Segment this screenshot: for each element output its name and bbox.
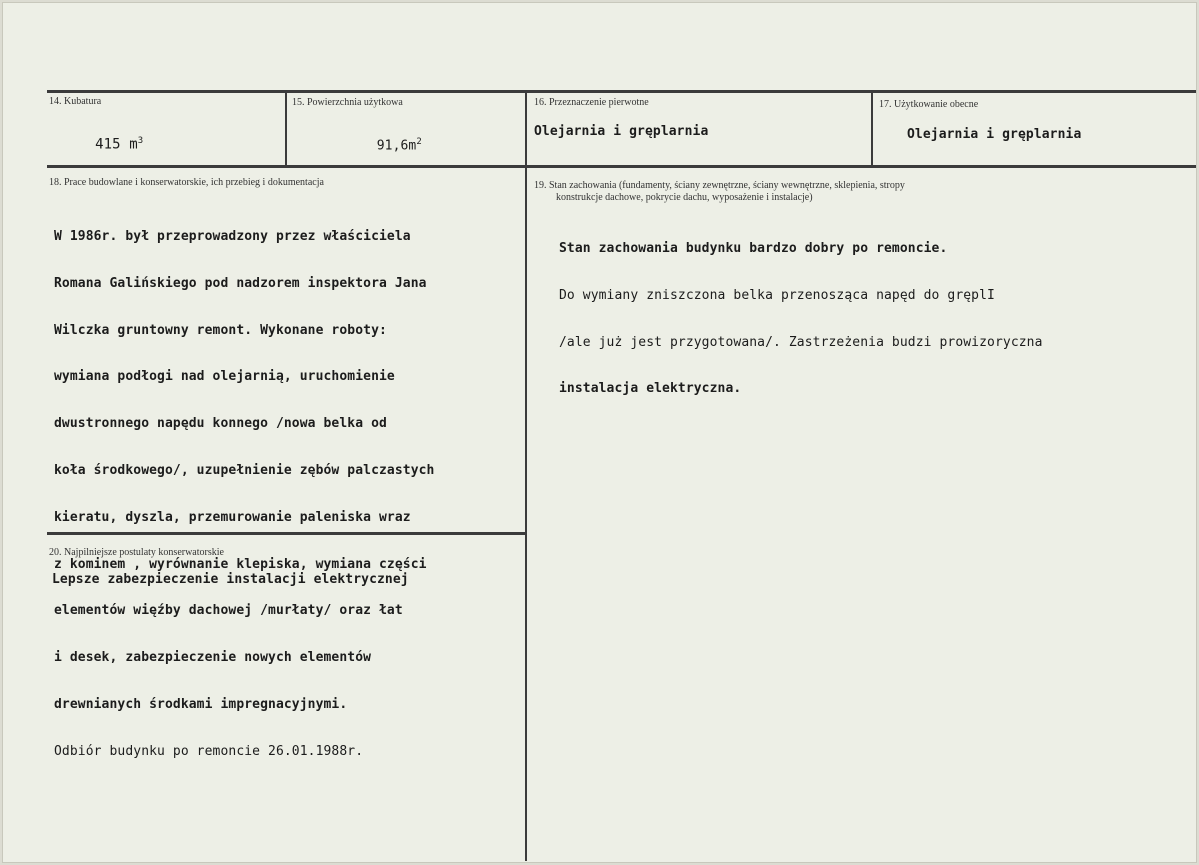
prace-line: Wilczka gruntowny remont. Wykonane roboty: (54, 322, 387, 338)
kubatura-value (61, 120, 143, 169)
stan-line: /ale już jest przygotowana/. Zastrzeżenia budzi prowizoryczna (559, 334, 1043, 350)
postulaty-value: Lepsze zabezpieczenie instalacji elektrycznej (52, 572, 409, 587)
record-card (2, 2, 1197, 863)
divider-15-16 (525, 91, 527, 861)
powierzchnia-number: 91,6m (376, 138, 417, 154)
powierzchnia-label: 15. Powierzchnia użytkowa (292, 97, 403, 108)
prace-line: Odbiór budynku po remoncie 26.01.1988r. (54, 743, 364, 759)
stan-line: Do wymiany zniszczona belka przenosząca napęd do gręplI (559, 287, 995, 303)
stan-line: instalacja elektryczna. (559, 381, 742, 397)
prace-text (54, 199, 434, 791)
kubatura-label: 14. Kubatura (49, 96, 102, 107)
prace-line: z kominem , wyrównanie klepiska, wymiana części (54, 556, 427, 572)
prace-line: elementów więźby dachowej /murłaty/ oraz łat (54, 603, 403, 619)
stan-text (559, 211, 1043, 428)
prace-line: koła środkowego/, uzupełnienie zębów palczastych (54, 462, 435, 478)
stan-line: Stan zachowania budynku bardzo dobry po remoncie. (559, 241, 948, 256)
stan-label-line1: 19. Stan zachowania (fundamenty, ściany zewnętrzne, ściany wewnętrzne, sklepienia, stropy (534, 180, 905, 191)
middle-rule (47, 165, 1197, 168)
kubatura-exponent: 3 (137, 136, 144, 146)
postulaty-label: 20. Najpilniejsze postulaty konserwatorskie (49, 547, 224, 558)
uzytkowanie-label: 17. Użytkowanie obecne (879, 99, 979, 110)
prace-line: drewnianych środkami impregnacyjnymi. (54, 696, 348, 712)
kubatura-number: 415 m (95, 136, 138, 153)
prace-line: i desek, zabezpieczenie nowych elementów (54, 650, 372, 666)
powierzchnia-exponent: 2 (416, 137, 422, 147)
prace-label: 18. Prace budowlane i konserwatorskie, ich przebieg i dokumentacja (49, 177, 324, 188)
przeznaczenie-label: 16. Przeznaczenie pierwotne (534, 97, 649, 108)
divider-14-15 (285, 91, 287, 166)
stan-label-line2: konstrukcje dachowe, pokrycie dachu, wyposażenie i instalacje) (556, 192, 813, 203)
divider-16-17 (871, 91, 873, 166)
prace-line: W 1986r. był przeprowadzony przez właściciela (54, 229, 411, 244)
prace-line: dwustronnego napędu konnego /nowa belka od (54, 416, 387, 432)
powierzchnia-value (345, 122, 422, 168)
prace-line: kieratu, dyszla, przemurowanie paleniska wraz (54, 509, 411, 525)
przeznaczenie-value: Olejarnia i gręplarnia (534, 124, 709, 139)
prace-line: Romana Galińskiego pod nadzorem inspektora Jana (54, 275, 427, 291)
top-rule (47, 90, 1197, 93)
uzytkowanie-value: Olejarnia i gręplarnia (907, 127, 1082, 142)
prace-line: wymiana podłogi nad olejarnią, uruchomienie (54, 369, 395, 385)
